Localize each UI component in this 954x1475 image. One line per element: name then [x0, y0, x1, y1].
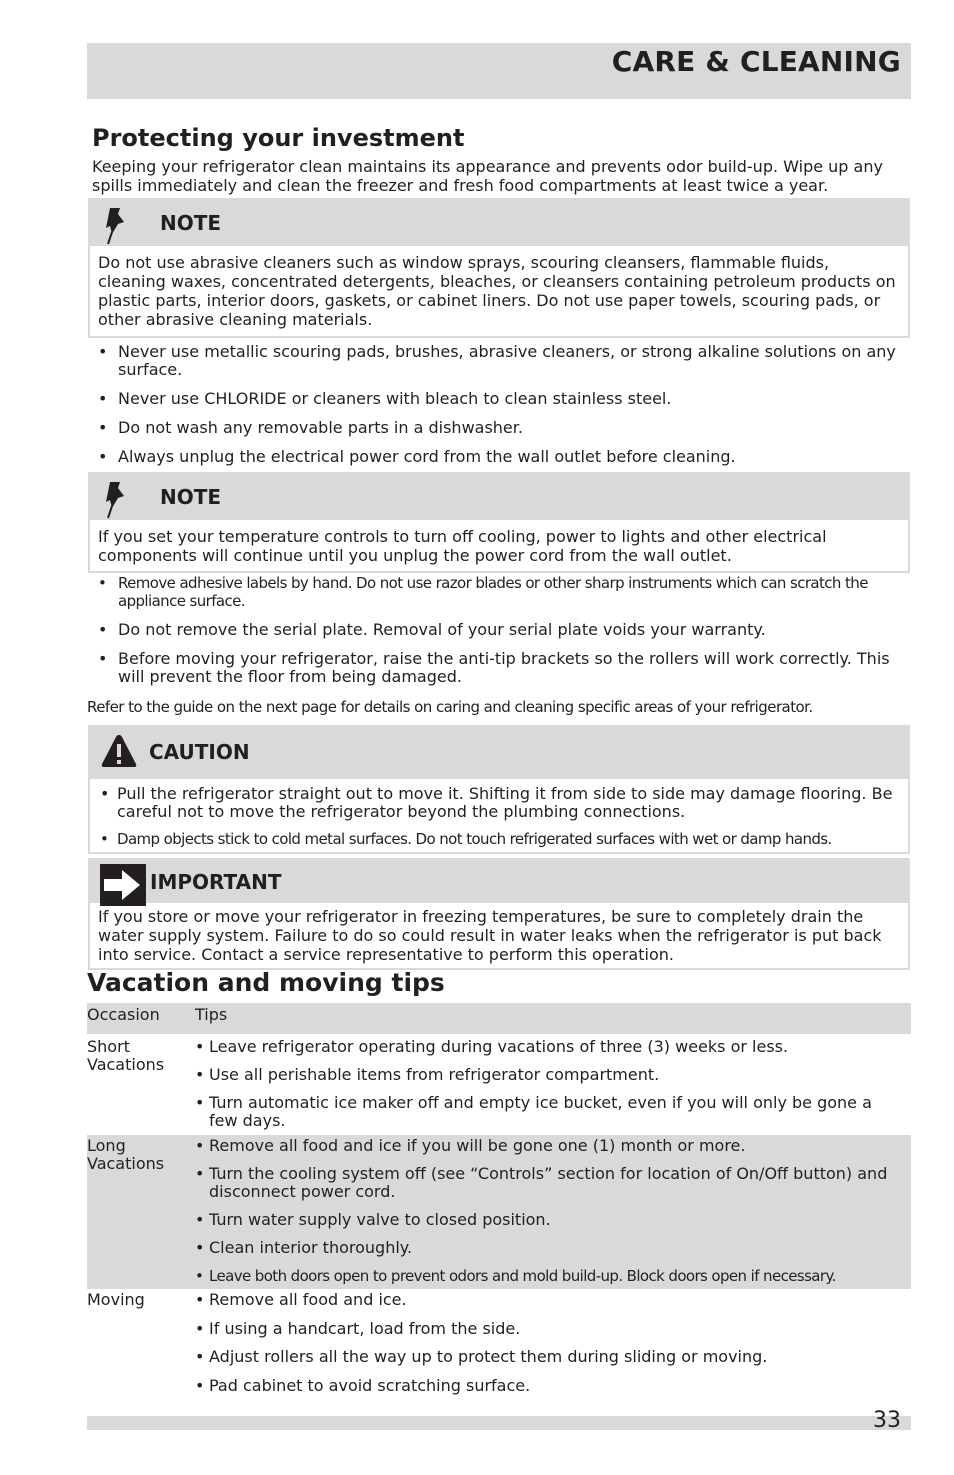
table-row	[87, 1135, 911, 1289]
table-row	[87, 1289, 911, 1401]
important-body: If you store or move your refrigerator in freezing temperatures, be sure to completely drain the water supply system. Failure to do so could result in water leaks when the refrigerator is put back into service. Contact a service representative to perform this operation.	[98, 907, 882, 964]
list-item: • Use all perishable items from refrigerator compartment.	[191, 1066, 891, 1084]
pushpin-icon	[104, 206, 130, 246]
refer-text: Refer to the guide on the next page for details on caring and cleaning specific areas of your refrigerator.	[87, 698, 813, 716]
tips-list	[191, 1038, 891, 1130]
column-header-tips: Tips	[195, 1005, 228, 1024]
note-header-2	[90, 474, 908, 520]
list-item: • Turn automatic ice maker off and empty ice bucket, even if you will only be gone a few days.	[191, 1094, 891, 1130]
caution-list	[90, 779, 908, 848]
list-item: • Turn the cooling system off (see “Controls” section for location of On/Off button) and disconnect power cord.	[191, 1165, 903, 1201]
warning-triangle-icon	[100, 733, 138, 769]
important-box	[88, 858, 910, 970]
pushpin-icon	[104, 480, 130, 520]
list-item: • If using a handcart, load from the side.	[191, 1320, 891, 1338]
list-item: • Leave both doors open to prevent odors and mold build-up. Block doors open if necessary.	[191, 1267, 903, 1285]
table-header-row	[87, 1003, 911, 1034]
list-item: • Turn water supply valve to closed position.	[191, 1211, 903, 1229]
tips-list	[191, 1137, 903, 1285]
list-item: • Remove adhesive labels by hand. Do not use razor blades or other sharp instruments which can scratch the appliance surface.	[88, 574, 910, 610]
occasion-cell: Long Vacations	[87, 1136, 165, 1173]
list-item: • Remove all food and ice if you will be gone one (1) month or more.	[191, 1137, 903, 1155]
list-item: • Always unplug the electrical power cord from the wall outlet before cleaning.	[88, 448, 898, 466]
caution-label: CAUTION	[149, 740, 250, 764]
list-item: • Before moving your refrigerator, raise the anti-tip brackets so the rollers will work correctly. This will prevent the floor from being damaged.	[88, 650, 910, 686]
important-header	[90, 860, 908, 903]
important-label: IMPORTANT	[150, 870, 282, 894]
arrow-right-icon	[100, 864, 146, 906]
note-header-1	[90, 200, 908, 246]
note-label: NOTE	[160, 485, 222, 509]
table-row	[87, 1036, 911, 1135]
occasion-cell: Short Vacations	[87, 1037, 165, 1074]
note-body-2: If you set your temperature controls to turn off cooling, power to lights and other electrical components will continue until you unplug the power cord from the wall outlet.	[98, 527, 827, 565]
protecting-intro: Keeping your refrigerator clean maintains its appearance and prevents odor build-up. Wipe up any spills immediately and clean the freezer and fresh food compartments at least twice a year.	[92, 157, 883, 195]
occasion-cell: Moving	[87, 1290, 145, 1309]
footer-bar	[87, 1416, 911, 1430]
note-body-1: Do not use abrasive cleaners such as window sprays, scouring cleansers, flammable fluids, cleaning waxes, concentrated detergents, bleaches, or cleansers containing petroleum products on plastic parts, interior doors, gaskets, or cabinet liners. Do not use paper towels, scouring pads, or other abrasive cleaning materials.	[98, 253, 896, 329]
list-item: • Never use metallic scouring pads, brushes, abrasive cleaners, or strong alkaline solutions on any surface.	[88, 343, 898, 379]
list-item: • Adjust rollers all the way up to protect them during sliding or moving.	[191, 1348, 891, 1366]
list-item: • Remove all food and ice.	[191, 1291, 891, 1309]
list-item: • Never use CHLORIDE or cleaners with bleach to clean stainless steel.	[88, 390, 898, 408]
list-item: • Pull the refrigerator straight out to move it. Shifting it from side to side may damage flooring. Be careful not to move the refrigerator beyond the plumbing connections.	[90, 785, 908, 821]
note-box-1	[88, 198, 910, 338]
page-number: 33	[873, 1408, 901, 1433]
cleaning-bullet-list-1	[88, 343, 898, 466]
list-item: • Pad cabinet to avoid scratching surface.	[191, 1377, 891, 1395]
note-label: NOTE	[160, 211, 222, 235]
caution-box	[88, 725, 910, 854]
cleaning-bullet-list-2	[88, 574, 910, 686]
list-item: • Do not remove the serial plate. Removal of your serial plate voids your warranty.	[88, 621, 910, 639]
column-header-occasion: Occasion	[87, 1005, 160, 1024]
section-title-protecting: Protecting your investment	[92, 124, 465, 152]
list-item: • Leave refrigerator operating during vacations of three (3) weeks or less.	[191, 1038, 891, 1056]
list-item: • Do not wash any removable parts in a dishwasher.	[88, 419, 898, 437]
page-header-bar	[87, 43, 911, 99]
tips-list	[191, 1291, 891, 1395]
note-box-2	[88, 472, 910, 573]
list-item: • Clean interior thoroughly.	[191, 1239, 903, 1257]
caution-header	[90, 727, 908, 779]
list-item: • Damp objects stick to cold metal surfaces. Do not touch refrigerated surfaces with wet or damp hands.	[90, 830, 908, 848]
section-title-vacation: Vacation and moving tips	[87, 968, 445, 997]
page-title: CARE & CLEANING	[611, 45, 901, 78]
